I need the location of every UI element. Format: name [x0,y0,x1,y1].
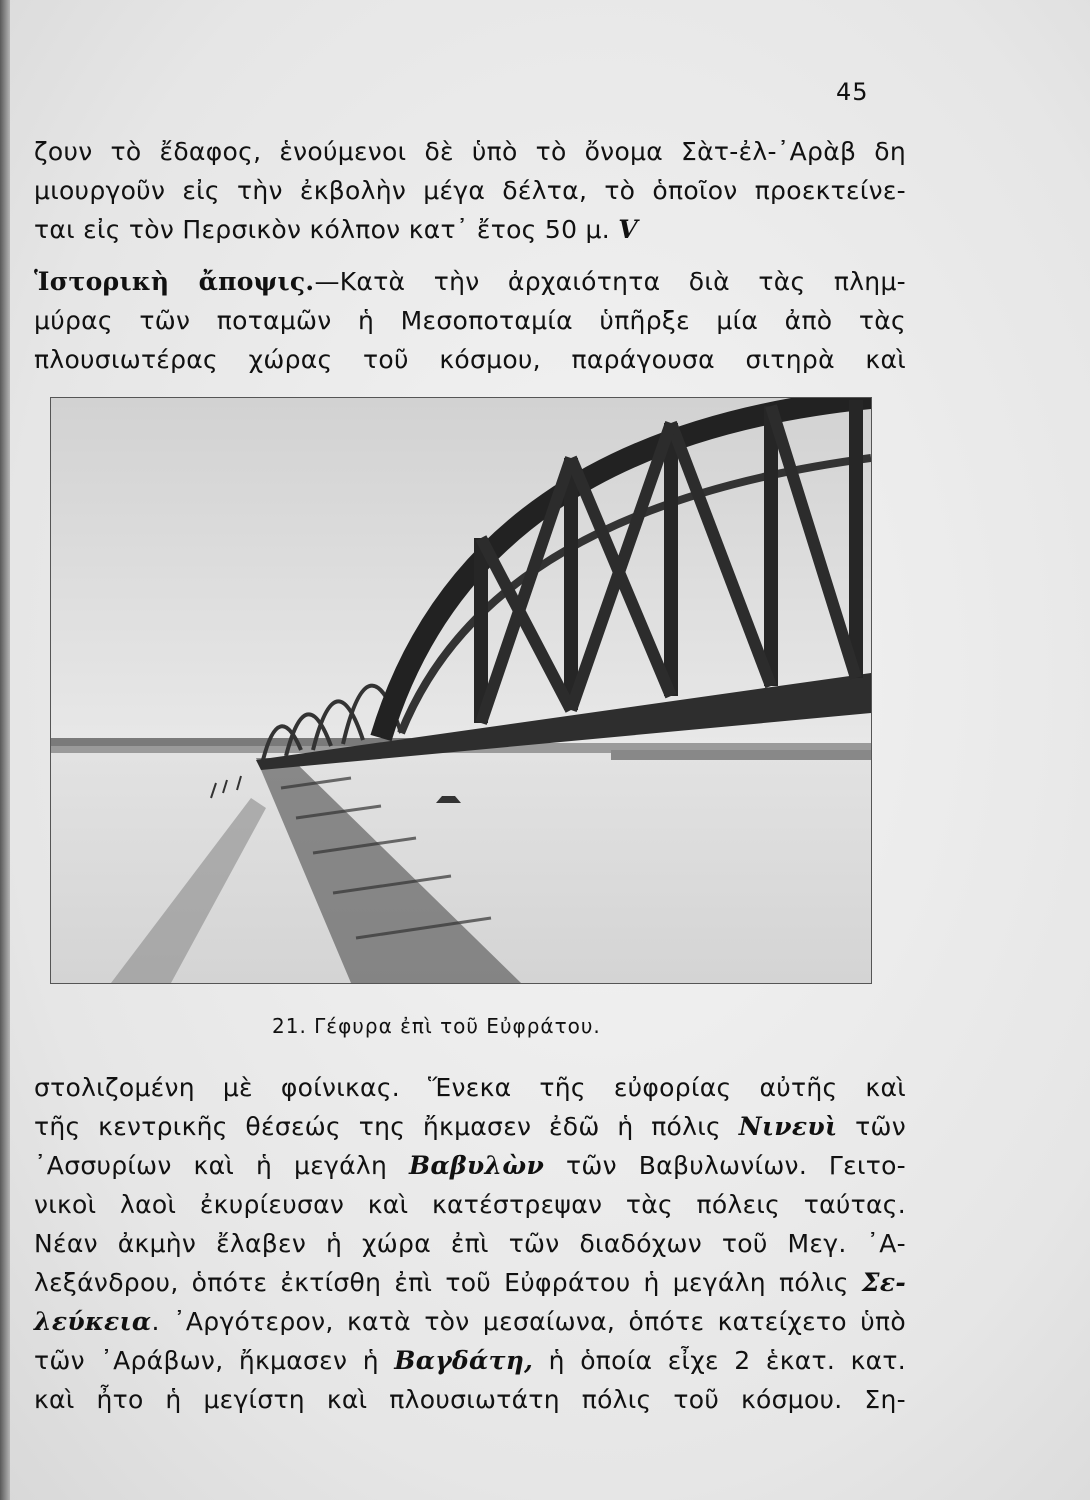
text-line-content: λεξάνδρου, ὁπότε ἐκτίσθη ἐπὶ τοῦ Εὐφράτου ἡ μεγάλη πόλις [34,1268,862,1297]
top-paragraph [34,132,906,249]
text-line [34,1302,906,1341]
text-line [34,1146,906,1185]
text-line [34,210,906,249]
text-line-content: —Κατὰ τὴν ἀρχαιότητα διὰ τὰς πλημ- [314,267,906,296]
section-heading: Ἱστορικὴ ἄποψις. [34,267,315,296]
text-line-content: τῆς κεντρικῆς θέσεώς της ἤκμασεν ἐδῶ ἡ πόλις [34,1112,739,1141]
city-name-ninevi: Νινευὶ [738,1112,838,1141]
text-line: στολιζομένη μὲ φοίνικας. Ἕνεκα τῆς εὐφορίας αὐτῆς καὶ [34,1073,906,1102]
city-name-seleukeia: Σε- [861,1268,906,1297]
bottom-paragraph [34,1068,906,1419]
text-line-content: τῶν Βαβυλωνίων. Γειτο- [544,1151,906,1180]
figure-caption: 21. Γέφυρα ἐπὶ τοῦ Εὐφράτου. [272,1014,601,1038]
city-name-seleukeia-cont: λεύκεια [34,1307,152,1336]
city-name-baghdad: Βαγδάτη, [394,1346,534,1375]
text-line-content: τῶν ᾽Αράβων, ἤκμασεν ἡ [34,1346,395,1375]
text-line: νικοὶ λαοὶ ἐκυρίευσαν καὶ κατέστρεψαν τὰς πόλεις ταύτας. [34,1190,906,1219]
text-line: μιουργοῦν εἰς τὴν ἐκβολὴν μέγα δέλτα, τὸ ὁποῖον προεκτείνε- [34,176,906,205]
text-line: καὶ ἦτο ἡ μεγίστη καὶ πλουσιωτάτη πόλις τοῦ κόσμου. Ση- [34,1385,906,1414]
text-line [34,1263,906,1302]
text-line-content: τῶν [837,1112,906,1141]
bridge-illustration [51,398,871,983]
page-binding-edge [0,0,10,1500]
text-line [34,1107,906,1146]
city-name-babylon: Βαβυλὼν [409,1151,545,1180]
text-line [34,262,906,301]
text-line-content: . ᾽Αργότερον, κατὰ τὸν μεσαίωνα, ὁπότε κατείχετο ὑπὸ [151,1307,906,1336]
text-line-content: ται εἰς τὸν Περσικὸν κόλπον κατ᾽ ἔτος 50 μ. [34,215,610,244]
handwritten-mark: Ⅴ [618,215,638,244]
historical-section [34,262,906,379]
page-number: 45 [836,78,869,106]
text-line-content: ᾽Ασσυρίων καὶ ἡ μεγάλη [34,1151,410,1180]
text-line: Νέαν ἀκμὴν ἔλαβεν ἡ χώρα ἐπὶ τῶν διαδόχων τοῦ Μεγ. ᾽Α- [34,1229,906,1258]
text-line: μύρας τῶν ποταμῶν ἡ Μεσοποταμία ὑπῆρξε μία ἀπὸ τὰς [34,306,906,335]
text-line: ζουν τὸ ἔδαφος, ἑνούμενοι δὲ ὑπὸ τὸ ὄνομα Σὰτ-ἐλ-᾽Αρὰβ δη [34,137,906,166]
bridge-photograph [50,397,872,984]
text-line-content: ἡ ὁποία εἶχε 2 ἑκατ. κατ. [533,1346,906,1375]
text-line: πλουσιωτέρας χώρας τοῦ κόσμου, παράγουσα σιτηρὰ καὶ [34,345,906,374]
text-line [34,1341,906,1380]
